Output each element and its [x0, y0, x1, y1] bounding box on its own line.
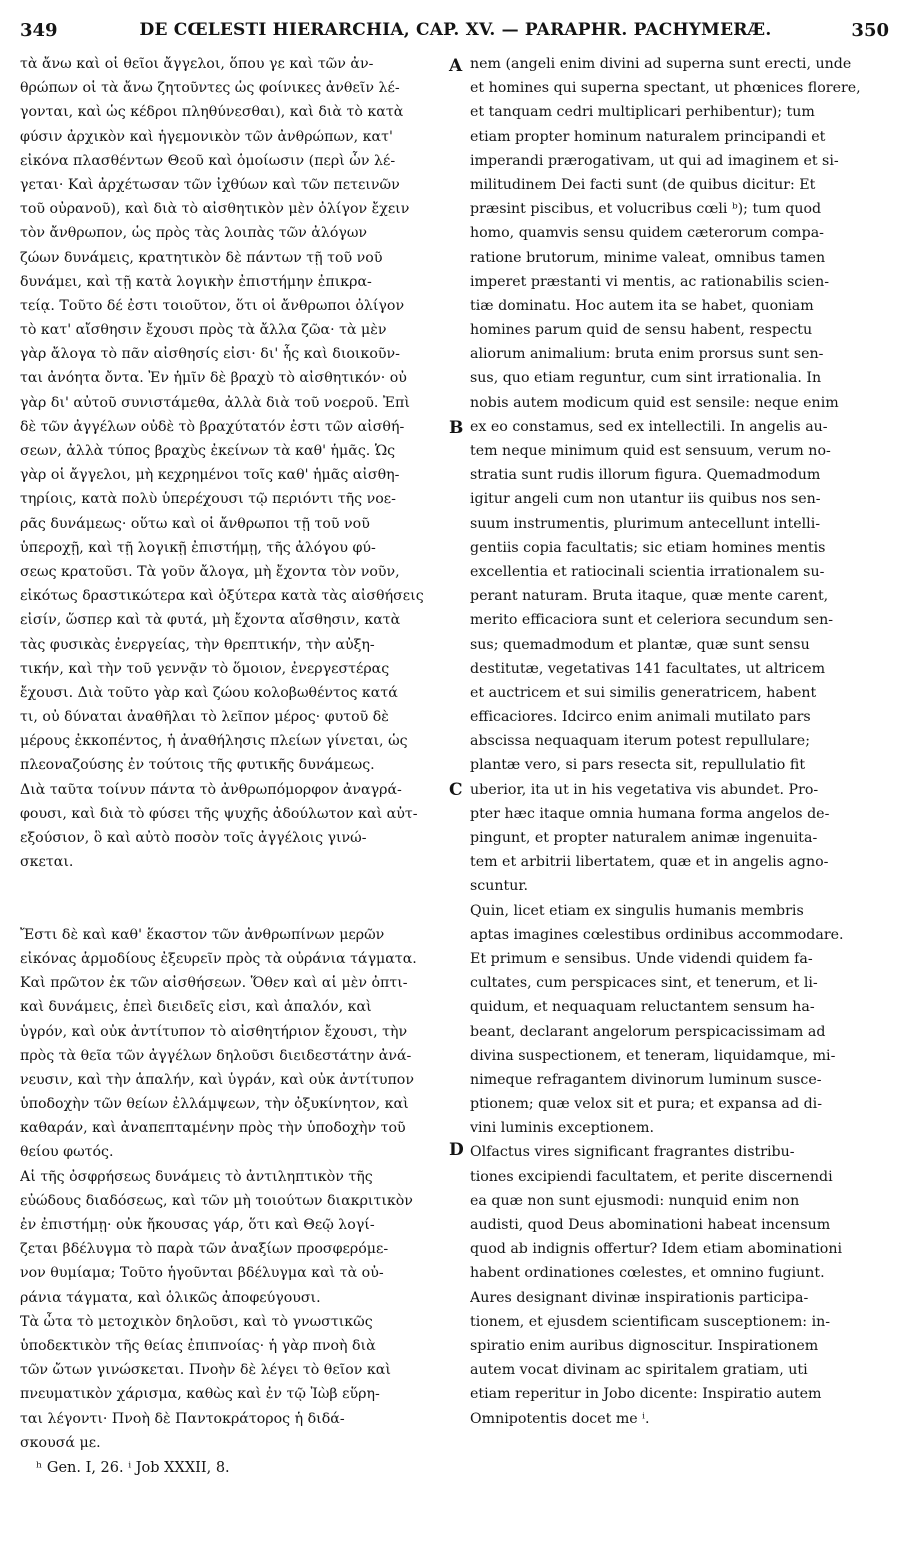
text-line: autem vocat divinam ac spiritalem gratiam, uti: [470, 1362, 808, 1379]
text-line: nimeque refragantem divinorum luminum susce-: [470, 1071, 822, 1088]
text-line: φύσιν ἀρχικὸν καὶ ἡγεμονικὸν τῶν ἀνθρώπων, κατ': [20, 128, 393, 145]
text-line: pingunt, et propter naturalem animæ ingenuita-: [470, 830, 818, 846]
text-line: scuntur.: [470, 878, 529, 895]
margin-marker-b: B: [449, 418, 464, 438]
text-line: nobis autem modicum quid est sensile: neque enim: [470, 394, 839, 411]
text-line: ται λέγοντι· Πνοὴ δὲ Παντοκράτορος ἡ διδά-: [20, 1410, 345, 1427]
text-line: θρώπων οἱ τὰ ἄνω ζητοῦντες ὡς φοίνικες ἀνθεῖν λέ-: [20, 80, 400, 97]
text-line: τὰς φυσικὰς ἐνεργείας, τὴν θρεπτικήν, τὴν αὐξη-: [20, 636, 375, 653]
text-line: ζεται βδέλυγμα τὸ παρὰ τῶν ἀναξίων προσφερόμε-: [20, 1241, 389, 1258]
text-line: etiam propter hominum naturalem principandi et: [470, 128, 826, 145]
text-line: σκεται.: [20, 854, 74, 871]
text-line: Τὰ ὦτα τὸ μετοχικὸν δηλοῦσι, καὶ τὸ γνωστικῶς: [20, 1313, 373, 1330]
text-line: aptas imagines cœlestibus ordinibus accommodare.: [470, 926, 844, 943]
text-line: militudinem Dei facti sunt (de quibus dicitur: Et: [470, 176, 816, 193]
text-line: ea quæ non sunt ejusmodi: nunquid enim non: [470, 1192, 800, 1209]
text-line: καὶ δυνάμεις, ἐπεὶ διειδεῖς εἰσι, καὶ ἁπαλόν, καὶ: [20, 999, 372, 1016]
text-line: θείου φωτός.: [20, 1144, 114, 1161]
text-line: et homines qui superna spectant, ut phœnices florere,: [470, 80, 861, 97]
text-line: σεως κρατοῦσι. Τὰ γοῦν ἄλογα, μὴ ἔχοντα τὸν νοῦν,: [20, 563, 400, 580]
text-line: pter hæc itaque omnia humana forma angelos de-: [470, 805, 830, 822]
text-line: et auctricem et sui similis generatricem, habent: [470, 684, 817, 701]
text-line: σεων, ἀλλὰ τύπος βραχὺς ἐκείνων τὰ καθ' ἡμᾶς. Ὡς: [20, 443, 396, 459]
footnotes: ʰ Gen. I, 26. ⁱ Job XXXII, 8.: [36, 1460, 230, 1476]
text-line: igitur angeli cum non utantur iis quibus nos sen-: [470, 491, 821, 508]
text-line: suum instrumentis, plurimum antecellunt intelli-: [470, 515, 821, 532]
text-line: vini luminis exceptionem.: [470, 1120, 654, 1137]
text-line: spiratio enim auribus dignoscitur. Inspirationem: [470, 1337, 819, 1354]
text-line: tem et arbitrii libertatem, quæ et in angelis agno-: [470, 854, 829, 871]
text-line: εὐώδους διαδόσεως, καὶ τῶν μὴ τοιούτων διακριτικὸν: [20, 1192, 413, 1209]
margin-marker-a: A: [449, 56, 463, 76]
text-line: νον θυμίαμα; Τοῦτο ἡγοῦνται βδέλυγμα καὶ τὰ οὐ-: [20, 1265, 384, 1282]
text-line: Διὰ ταῦτα τοίνυν πάντα τὸ ἀνθρωπόμορφον ἀναγρά-: [20, 781, 402, 798]
text-line: homo, quamvis sensu quidem cæterorum compa-: [470, 225, 824, 242]
text-line: destitutæ, vegetativas 141 facultates, ut altricem: [470, 660, 826, 677]
text-line: [20, 899, 444, 923]
text-line: merito efficaciora sunt et celeriora secundum sen-: [470, 612, 834, 629]
text-line: ζώων δυνάμεις, κρατητικὸν δὲ πάντων τῇ τοῦ νοῦ: [20, 249, 383, 266]
text-line: τὸν ἄνθρωπον, ὡς πρὸς τὰς λοιπὰς τῶν ἀλόγων: [20, 225, 368, 242]
text-line: εἰκότως δραστικώτερα καὶ ὀξύτερα κατὰ τὰς αἰσθήσεις: [20, 588, 424, 605]
text-line: εἰκόνα πλασθέντων Θεοῦ καὶ ὁμοίωσιν (περὶ ὧν λέ-: [20, 152, 396, 169]
text-line: Olfactus vires significant fragrantes distribu-: [470, 1144, 795, 1161]
text-line: γεται· Καὶ ἀρχέτωσαν τῶν ἰχθύων καὶ τῶν πετεινῶν: [20, 176, 400, 193]
text-line: τὸ κατ' αἴσθησιν ἔχουσι πρὸς τὰ ἄλλα ζῶα· τὰ μὲν: [20, 322, 387, 339]
text-line: γὰρ ἄλογα τὸ πᾶν αἰσθησίς εἰσι· δι' ἧς καὶ διοικοῦν-: [20, 346, 400, 363]
text-line: Aures designant divinæ inspirationis participa-: [470, 1289, 809, 1306]
text-line: Αἱ τῆς ὀσφρήσεως δυνάμεις τὸ ἀντιληπτικὸν τῆς: [20, 1168, 373, 1185]
text-line: præsint piscibus, et volucribus cœli ᵇ); tum quod: [470, 201, 822, 218]
text-line: homines parum quid de sensu habent, respectu: [470, 322, 813, 339]
text-line: ται ἀνόητα ὄντα. Ἐν ἡμῖν δὲ βραχὺ τὸ αἰσθητικόν· οὐ: [20, 370, 407, 387]
text-line: quod ab indignis offertur? Idem etiam abominationi: [470, 1241, 843, 1258]
text-line: quidum, et nequaquam reluctantem sensum ha-: [470, 999, 815, 1016]
text-line: tiones excipiendi facultatem, et perite discernendi: [470, 1168, 833, 1185]
text-line: πλεοναζούσης ἐν τούτοις τῆς φυτικῆς δυνάμεως.: [20, 757, 375, 774]
text-line: gentiis copia facultatis; sic etiam homines mentis: [470, 539, 826, 556]
text-line: Καὶ πρῶτον ἐκ τῶν αἰσθήσεων. Ὅθεν καὶ αἱ μὲν ὀπτι-: [20, 975, 408, 992]
text-line: ὑποδεκτικὸν τῆς θείας ἐπιπνοίας· ἡ γὰρ πνοὴ διὰ: [20, 1337, 376, 1354]
text-line: tiæ dominatu. Hoc autem ita se habet, quoniam: [470, 297, 814, 314]
text-line: ὑποδοχὴν τῶν θείων ἐλλάμψεων, τὴν ὀξυκίνητον, καὶ: [20, 1096, 409, 1113]
text-line: beant, declarant angelorum perspicacissimam ad: [470, 1023, 826, 1040]
text-line: imperandi prærogativam, ut qui ad imaginem et si-: [470, 152, 839, 169]
text-line: sus, quo etiam reguntur, cum sint irrationalia. In: [470, 370, 822, 387]
text-line: νευσιν, καὶ τὴν ἁπαλήν, καὶ ὑγράν, καὶ οὐκ ἀντίτυπον: [20, 1071, 414, 1088]
text-line: σκουσά με.: [20, 1434, 101, 1451]
text-line: ptionem; quæ velox sit et pura; et expansa ad di-: [470, 1096, 822, 1113]
text-line: audisti, quod Deus abominationi habeat incensum: [470, 1217, 831, 1233]
text-line: Ἔστι δὲ καὶ καθ' ἕκαστον τῶν ἀνθρωπίνων μερῶν: [20, 926, 385, 943]
text-line: γὰρ δι' αὐτοῦ συνιστάμεθα, ἀλλὰ διὰ τοῦ νοεροῦ. Ἐπὶ: [20, 394, 410, 411]
text-line: δὲ τῶν ἀγγέλων οὐδὲ τὸ βραχύτατόν ἐστι τῶν αἰσθή-: [20, 418, 405, 435]
text-line: plantæ vero, si pars resecta sit, repullulatio fit: [470, 757, 806, 774]
text-line: Quin, licet etiam ex singulis humanis membris: [470, 902, 804, 919]
text-line: ὑγρόν, καὶ οὐκ ἀντίτυπον τὸ αἰσθητήριον ἔχουσι, τὴν: [20, 1023, 408, 1040]
margin-marker-c: C: [449, 780, 463, 800]
text-line: uberior, ita ut in his vegetativa vis abundet. Pro-: [470, 781, 819, 798]
text-line: sus; quemadmodum et plantæ, quæ sunt sensu: [470, 636, 810, 653]
text-line: stratia sunt rudis illorum figura. Quemadmodum: [470, 467, 821, 484]
latin-column: [470, 52, 896, 1431]
running-title: DE CŒLESTI HIERARCHIA, CAP. XV. — PARAPHR. PACHYMERÆ.: [139, 20, 772, 40]
text-line: tem neque minimum quid est sensuum, verum no-: [470, 443, 831, 459]
text-line: perant naturam. Bruta itaque, quæ mente carent,: [470, 588, 829, 605]
text-line: ρᾶς δυνάμεως· οὕτω καὶ οἱ ἄνθρωποι τῇ τοῦ νοῦ: [20, 515, 370, 532]
margin-marker-d: D: [449, 1140, 464, 1160]
text-line: πνευματικὸν χάρισμα, καθὼς καὶ ἐν τῷ Ἰὼβ εὕρη-: [20, 1386, 380, 1403]
text-line: εἰσίν, ὥσπερ καὶ τὰ φυτά, μὴ ἔχοντα αἴσθησιν, κατὰ: [20, 612, 401, 629]
text-line: aliorum animalium: bruta enim prorsus sunt sen-: [470, 346, 824, 363]
text-line: τικήν, καὶ τὴν τοῦ γεννᾷν τὸ ὅμοιον, ἐνεργεστέρας: [20, 660, 390, 677]
running-header: [0, 20, 911, 46]
text-line: ἔχουσι. Διὰ τοῦτο γὰρ καὶ ζώου κολοβωθέντος κατά: [20, 684, 398, 701]
text-line: divina suspectionem, et teneram, liquidamque, mi-: [470, 1047, 836, 1064]
text-line: imperet præstanti vi mentis, ac rationabilis scien-: [470, 273, 830, 290]
text-line: ex eo constamus, sed ex intellectili. In angelis au-: [470, 418, 828, 435]
text-line: καθαράν, καὶ ἀναπεπταμένην πρὸς τὴν ὑποδοχὴν τοῦ: [20, 1120, 406, 1137]
text-line: Omnipotentis docet me ⁱ.: [470, 1410, 650, 1427]
text-line: τὰ ἄνω καὶ οἱ θεῖοι ἄγγελοι, ὅπου γε καὶ τῶν ἀν-: [20, 56, 374, 72]
text-line: τηρίοις, κατὰ πολὺ ὑπερέχουσι τῷ περιόντι τῆς νοε-: [20, 491, 396, 508]
greek-column: [20, 52, 444, 1455]
text-line: [20, 874, 444, 898]
page-number-left: 349: [20, 20, 58, 41]
text-line: μέρους ἐκκοπέντος, ἡ ἀναθήλησις πλείων γίνεται, ὡς: [20, 733, 408, 750]
text-line: τοῦ οὐρανοῦ), καὶ διὰ τὸ αἰσθητικὸν μὲν ὀλίγον ἔχειν: [20, 201, 410, 218]
text-line: δυνάμει, καὶ τῇ κατὰ λογικὴν ἐπιστήμην ἐπικρα-: [20, 273, 372, 290]
text-line: τείᾳ. Τοῦτο δέ ἐστι τοιοῦτον, ὅτι οἱ ἄνθρωποι ὀλίγον: [20, 297, 405, 314]
text-line: Et primum e sensibus. Unde videndi quidem fa-: [470, 950, 813, 967]
text-line: habent ordinationes cœlestes, et omnino fugiunt.: [470, 1265, 825, 1282]
text-line: τι, οὐ δύναται ἀναθῆλαι τὸ λεῖπον μέρος· φυτοῦ δὲ: [20, 709, 389, 726]
text-line: ratione brutorum, minime valeat, omnibus tamen: [470, 249, 826, 266]
text-line: γὰρ οἱ ἄγγελοι, μὴ κεχρημένοι τοῖς καθ' ἡμᾶς αἰσθη-: [20, 467, 400, 484]
text-line: γονται, καὶ ὡς κέδροι πληθύνεσθαι), καὶ διὰ τὸ κατὰ: [20, 104, 404, 121]
text-line: ράνια τάγματα, καὶ ὁλικῶς ἀποφεύγουσι.: [20, 1289, 321, 1306]
page-number-right: 350: [851, 20, 889, 41]
text-line: nem (angeli enim divini ad superna sunt erecti, unde: [470, 56, 852, 72]
text-line: tionem, et ejusdem scientificam susceptionem: in-: [470, 1313, 831, 1330]
text-line: πρὸς τὰ θεῖα τῶν ἀγγέλων δηλοῦσι διειδεστάτην ἀνά-: [20, 1047, 412, 1064]
text-line: ἐν ἐπιστήμῃ· οὐκ ἤκουσας γάρ, ὅτι καὶ Θεῷ λογί-: [20, 1217, 375, 1233]
text-line: excellentia et ratiocinali scientia irrationalem su-: [470, 563, 825, 580]
text-line: efficaciores. Idcirco enim animali mutilato pars: [470, 709, 811, 726]
text-line: et tanquam cedri multiplicari perhibentur); tum: [470, 104, 815, 121]
text-line: φουσι, καὶ διὰ τὸ φύσει τῆς ψυχῆς ἀδούλωτον καὶ αὐτ-: [20, 805, 418, 822]
text-line: εἰκόνας ἁρμοδίους ἐξευρεῖν πρὸς τὰ οὐράνια τάγματα.: [20, 950, 417, 967]
text-line: ὑπεροχῇ, καὶ τῇ λογικῇ ἐπιστήμῃ, τῆς ἀλόγου φύ-: [20, 539, 376, 556]
text-line: εξούσιον, ὃ καὶ αὐτὸ ποσὸν τοῖς ἀγγέλοις γινώ-: [20, 830, 367, 846]
text-line: τῶν ὤτων γινώσκεται. Πνοὴν δὲ λέγει τὸ θεῖον καὶ: [20, 1362, 391, 1379]
text-line: abscissa nequaquam iterum potest repullulare;: [470, 733, 810, 750]
text-line: etiam reperitur in Jobo dicente: Inspiratio autem: [470, 1386, 822, 1403]
text-line: cultates, cum perspicaces sint, et tenerum, et li-: [470, 975, 818, 992]
